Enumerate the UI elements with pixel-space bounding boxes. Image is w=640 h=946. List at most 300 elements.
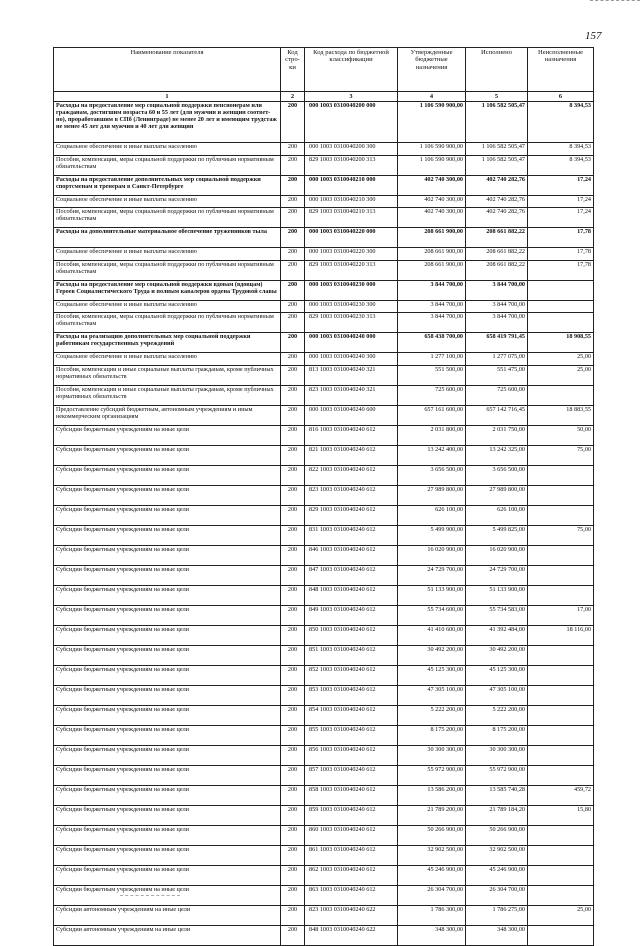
page-number: 157 (585, 30, 602, 42)
row-expense-code-cell: 848 1003 0310040240 622 (305, 925, 398, 945)
row-approved-cell: 45 246 900,00 (398, 865, 466, 885)
column-number: 3 (305, 92, 398, 102)
row-approved-cell: 26 304 700,00 (398, 885, 466, 905)
row-name-cell: Субсидии автономным учреждениям на иные цели (54, 905, 281, 925)
row-executed-cell: 32 902 500,00 (466, 845, 528, 865)
row-expense-code-cell: 850 1003 0310040240 612 (305, 625, 398, 645)
row-line-code-cell: 200 (281, 845, 305, 865)
row-name-cell: Субсидии бюджетным учреждениям на иные цели (54, 885, 281, 905)
row-executed-cell: 3 656 500,00 (466, 465, 528, 485)
row-line-code-cell: 200 (281, 485, 305, 505)
row-unexecuted-cell (528, 505, 594, 525)
row-unexecuted-cell (528, 765, 594, 785)
row-approved-cell: 47 305 100,00 (398, 685, 466, 705)
row-executed-cell: 55 734 583,00 (466, 605, 528, 625)
table-row (54, 565, 594, 585)
row-name-cell: Субсидии бюджетным учреждениям на иные цели (54, 585, 281, 605)
row-approved-cell: 27 989 800,00 (398, 485, 466, 505)
table-row (54, 625, 594, 645)
column-number: 4 (398, 92, 466, 102)
row-unexecuted-cell (528, 745, 594, 765)
row-line-code-cell: 200 (281, 685, 305, 705)
row-executed-cell: 5 222 200,00 (466, 705, 528, 725)
row-name-cell: Социальное обеспечение и иные выплаты населению (54, 353, 281, 366)
row-executed-cell: 13 585 740,28 (466, 785, 528, 805)
row-expense-code-cell: 000 1003 0310040240 600 (305, 405, 398, 425)
table-row (54, 785, 594, 805)
row-line-code-cell: 200 (281, 905, 305, 925)
row-expense-code-cell: 000 1003 0310040230 000 (305, 280, 398, 300)
row-unexecuted-cell: 25,00 (528, 365, 594, 385)
row-expense-code-cell: 813 1003 0310040240 321 (305, 365, 398, 385)
row-approved-cell: 16 020 900,00 (398, 545, 466, 565)
row-line-code-cell: 200 (281, 248, 305, 261)
table-row (54, 405, 594, 425)
row-executed-cell: 30 492 200,00 (466, 645, 528, 665)
row-executed-cell: 5 499 825,00 (466, 525, 528, 545)
row-line-code-cell: 200 (281, 465, 305, 485)
row-executed-cell: 51 133 900,00 (466, 585, 528, 605)
row-name-cell: Субсидии бюджетным учреждениям на иные цели (54, 745, 281, 765)
row-approved-cell: 725 600,00 (398, 385, 466, 405)
row-unexecuted-cell: 459,72 (528, 785, 594, 805)
row-unexecuted-cell (528, 585, 594, 605)
row-line-code-cell: 200 (281, 365, 305, 385)
table-row (54, 605, 594, 625)
table-row (54, 745, 594, 765)
row-expense-code-cell: 858 1003 0310040240 612 (305, 785, 398, 805)
table-row (54, 485, 594, 505)
row-approved-cell: 8 175 200,00 (398, 725, 466, 745)
row-unexecuted-cell (528, 865, 594, 885)
row-unexecuted-cell: 17,78 (528, 248, 594, 261)
row-executed-cell: 45 125 300,00 (466, 665, 528, 685)
row-expense-code-cell: 829 1003 0310040200 313 (305, 155, 398, 175)
row-executed-cell: 208 661 882,22 (466, 228, 528, 248)
row-approved-cell: 208 661 900,00 (398, 260, 466, 280)
row-unexecuted-cell (528, 665, 594, 685)
row-unexecuted-cell: 17,78 (528, 228, 594, 248)
row-name-cell: Субсидии бюджетным учреждениям на иные цели (54, 525, 281, 545)
row-approved-cell: 3 844 700,00 (398, 280, 466, 300)
row-line-code-cell: 200 (281, 102, 305, 143)
row-unexecuted-cell: 17,78 (528, 260, 594, 280)
row-name-cell: Пособия, компенсации, меры социальной поддержки по публичным нормативным обязательствам (54, 208, 281, 228)
row-executed-cell: 402 740 282,76 (466, 175, 528, 195)
table-row (54, 175, 594, 195)
header-name: Наименование показателя (54, 48, 281, 92)
row-unexecuted-cell (528, 545, 594, 565)
table-body (54, 102, 594, 946)
row-executed-cell: 402 740 282,76 (466, 195, 528, 208)
table-row (54, 445, 594, 465)
row-approved-cell: 41 410 600,00 (398, 625, 466, 645)
row-line-code-cell: 200 (281, 605, 305, 625)
row-approved-cell: 3 844 700,00 (398, 313, 466, 333)
row-expense-code-cell: 829 1003 0310040240 612 (305, 505, 398, 525)
row-executed-cell: 1 106 582 505,47 (466, 102, 528, 143)
row-unexecuted-cell (528, 280, 594, 300)
row-approved-cell: 45 125 300,00 (398, 665, 466, 685)
row-expense-code-cell: 851 1003 0310040240 612 (305, 645, 398, 665)
row-approved-cell: 1 106 590 900,00 (398, 143, 466, 156)
row-line-code-cell: 200 (281, 260, 305, 280)
row-expense-code-cell: 856 1003 0310040240 612 (305, 745, 398, 765)
row-unexecuted-cell: 8 394,53 (528, 143, 594, 156)
row-name-cell: Субсидии бюджетным учреждениям на иные цели (54, 725, 281, 745)
row-expense-code-cell: 000 1003 0310040200 000 (305, 102, 398, 143)
row-unexecuted-cell: 8 394,53 (528, 102, 594, 143)
row-name-cell: Расходы на предоставление дополнительных мер социальной поддержки спортсменам и тренерам в Санкт-Петербурге (54, 175, 281, 195)
row-unexecuted-cell (528, 925, 594, 945)
row-executed-cell: 27 989 800,00 (466, 485, 528, 505)
row-executed-cell: 1 106 582 505,47 (466, 155, 528, 175)
row-expense-code-cell: 000 1003 0310040210 000 (305, 175, 398, 195)
row-line-code-cell: 200 (281, 280, 305, 300)
header-approved: Утвержденные бюджетные назначения (398, 48, 466, 92)
row-line-code-cell: 200 (281, 333, 305, 353)
row-name-cell: Пособия, компенсации и иные социальные выплаты гражданам, кроме публичных нормативных обязательств (54, 385, 281, 405)
row-approved-cell: 3 844 700,00 (398, 300, 466, 313)
row-line-code-cell: 200 (281, 313, 305, 333)
row-name-cell: Субсидии бюджетным учреждениям на иные цели (54, 505, 281, 525)
row-executed-cell: 208 661 882,22 (466, 260, 528, 280)
row-approved-cell: 208 661 900,00 (398, 248, 466, 261)
row-name-cell: Расходы на предоставление мер социальной поддержки вдовам (вдовцам) Героев Социалистического Труда и полным кавалеров ордена Трудовой славы (54, 280, 281, 300)
table-row (54, 705, 594, 725)
row-name-cell: Пособия, компенсации, меры социальной поддержки по публичным нормативным обязательствам (54, 260, 281, 280)
header-executed: Исполнено (466, 48, 528, 92)
row-executed-cell: 21 789 184,20 (466, 805, 528, 825)
row-approved-cell: 13 242 400,00 (398, 445, 466, 465)
row-unexecuted-cell (528, 485, 594, 505)
table-row (54, 102, 594, 143)
row-expense-code-cell: 863 1003 0310040240 612 (305, 885, 398, 905)
table-row (54, 725, 594, 745)
row-name-cell: Социальное обеспечение и иные выплаты населению (54, 300, 281, 313)
row-expense-code-cell: 859 1003 0310040240 612 (305, 805, 398, 825)
row-unexecuted-cell: 15,80 (528, 805, 594, 825)
table-row (54, 865, 594, 885)
row-name-cell: Социальное обеспечение и иные выплаты населению (54, 195, 281, 208)
row-approved-cell: 1 277 100,00 (398, 353, 466, 366)
table-row (54, 385, 594, 405)
row-name-cell: Субсидии бюджетным учреждениям на иные цели (54, 425, 281, 445)
table-row (54, 805, 594, 825)
row-expense-code-cell: 823 1003 0310040240 622 (305, 905, 398, 925)
row-line-code-cell: 200 (281, 545, 305, 565)
row-line-code-cell: 200 (281, 805, 305, 825)
row-unexecuted-cell (528, 825, 594, 845)
row-name-cell: Субсидии бюджетным учреждениям на иные цели (54, 625, 281, 645)
table-row (54, 845, 594, 865)
row-line-code-cell: 200 (281, 155, 305, 175)
row-approved-cell: 13 586 200,00 (398, 785, 466, 805)
table-row (54, 260, 594, 280)
row-expense-code-cell: 855 1003 0310040240 612 (305, 725, 398, 745)
row-expense-code-cell: 821 1003 0310040240 612 (305, 445, 398, 465)
row-unexecuted-cell (528, 465, 594, 485)
row-line-code-cell: 200 (281, 208, 305, 228)
row-unexecuted-cell: 25,00 (528, 353, 594, 366)
row-unexecuted-cell: 17,24 (528, 175, 594, 195)
row-name-cell: Расходы на реализацию дополнительных мер социальной поддержки работникам государственных учреждений (54, 333, 281, 353)
row-name-cell: Субсидии бюджетным учреждениям на иные цели (54, 645, 281, 665)
row-approved-cell: 1 786 300,00 (398, 905, 466, 925)
row-expense-code-cell: 829 1003 0310040230 313 (305, 313, 398, 333)
row-approved-cell: 402 740 300,00 (398, 175, 466, 195)
row-approved-cell: 402 740 300,00 (398, 208, 466, 228)
row-line-code-cell: 200 (281, 865, 305, 885)
row-expense-code-cell: 831 1003 0310040240 612 (305, 525, 398, 545)
row-unexecuted-cell: 25,00 (528, 905, 594, 925)
row-executed-cell: 41 392 484,00 (466, 625, 528, 645)
row-approved-cell: 402 740 300,00 (398, 195, 466, 208)
row-line-code-cell: 200 (281, 405, 305, 425)
row-line-code-cell: 200 (281, 228, 305, 248)
row-expense-code-cell: 861 1003 0310040240 612 (305, 845, 398, 865)
row-unexecuted-cell: 50,00 (528, 425, 594, 445)
budget-execution-table (53, 47, 594, 946)
row-expense-code-cell: 829 1003 0310040210 313 (305, 208, 398, 228)
row-expense-code-cell: 822 1003 0310040240 612 (305, 465, 398, 485)
row-name-cell: Субсидии автономным учреждениям на иные цели (54, 925, 281, 945)
row-name-cell: Социальное обеспечение и иные выплаты населению (54, 248, 281, 261)
row-name-cell: Субсидии бюджетным учреждениям на иные цели (54, 465, 281, 485)
row-name-cell: Расходы на дополнительные материальное обеспечение труженников тыла (54, 228, 281, 248)
row-expense-code-cell: 857 1003 0310040240 612 (305, 765, 398, 785)
row-line-code-cell: 200 (281, 353, 305, 366)
row-unexecuted-cell (528, 313, 594, 333)
row-approved-cell: 21 789 200,00 (398, 805, 466, 825)
row-approved-cell: 50 266 900,00 (398, 825, 466, 845)
row-line-code-cell: 200 (281, 625, 305, 645)
table-row (54, 905, 594, 925)
row-executed-cell: 657 142 716,45 (466, 405, 528, 425)
row-name-cell: Субсидии бюджетным учреждениям на иные цели (54, 705, 281, 725)
row-unexecuted-cell: 8 394,53 (528, 155, 594, 175)
row-approved-cell: 626 100,00 (398, 505, 466, 525)
row-expense-code-cell: 000 1003 0310040240 300 (305, 353, 398, 366)
row-expense-code-cell: 000 1003 0310040220 300 (305, 248, 398, 261)
row-approved-cell: 657 161 600,00 (398, 405, 466, 425)
row-line-code-cell: 200 (281, 925, 305, 945)
row-approved-cell: 30 492 200,00 (398, 645, 466, 665)
column-number: 2 (281, 92, 305, 102)
table-row (54, 333, 594, 353)
row-expense-code-cell: 854 1003 0310040240 612 (305, 705, 398, 725)
row-unexecuted-cell (528, 645, 594, 665)
row-executed-cell: 2 031 750,00 (466, 425, 528, 445)
row-line-code-cell: 200 (281, 505, 305, 525)
row-name-cell: Субсидии бюджетным учреждениям на иные цели (54, 605, 281, 625)
row-name-cell: Субсидии бюджетным учреждениям на иные цели (54, 685, 281, 705)
row-executed-cell: 30 300 300,00 (466, 745, 528, 765)
row-unexecuted-cell: 75,00 (528, 525, 594, 545)
row-executed-cell: 55 972 900,00 (466, 765, 528, 785)
row-executed-cell: 3 844 700,00 (466, 300, 528, 313)
row-line-code-cell: 200 (281, 745, 305, 765)
row-executed-cell: 24 729 700,00 (466, 565, 528, 585)
row-unexecuted-cell (528, 385, 594, 405)
header-line-code: Код стро-ки (281, 48, 305, 92)
row-line-code-cell: 200 (281, 645, 305, 665)
row-approved-cell: 348 300,00 (398, 925, 466, 945)
row-executed-cell: 8 175 200,00 (466, 725, 528, 745)
row-expense-code-cell: 860 1003 0310040240 612 (305, 825, 398, 845)
table-row (54, 685, 594, 705)
table-row (54, 365, 594, 385)
row-approved-cell: 551 500,00 (398, 365, 466, 385)
row-approved-cell: 658 438 700,00 (398, 333, 466, 353)
row-name-cell: Пособия, компенсации, меры социальной поддержки по публичным нормативным обязательствам (54, 155, 281, 175)
row-unexecuted-cell: 17,00 (528, 605, 594, 625)
row-line-code-cell: 200 (281, 143, 305, 156)
row-approved-cell: 24 729 700,00 (398, 565, 466, 585)
table-row (54, 505, 594, 525)
row-line-code-cell: 200 (281, 665, 305, 685)
row-executed-cell: 658 419 791,45 (466, 333, 528, 353)
row-executed-cell: 16 020 900,00 (466, 545, 528, 565)
row-expense-code-cell: 847 1003 0310040240 612 (305, 565, 398, 585)
row-line-code-cell: 200 (281, 300, 305, 313)
table-row (54, 300, 594, 313)
table-row (54, 248, 594, 261)
row-unexecuted-cell (528, 685, 594, 705)
row-expense-code-cell: 823 1003 0310040240 612 (305, 485, 398, 505)
row-executed-cell: 1 786 275,00 (466, 905, 528, 925)
row-executed-cell: 13 242 325,00 (466, 445, 528, 465)
row-name-cell: Субсидии бюджетным учреждениям на иные цели (54, 805, 281, 825)
row-name-cell: Субсидии бюджетным учреждениям на иные цели (54, 665, 281, 685)
row-expense-code-cell: 848 1003 0310040240 612 (305, 585, 398, 605)
table-row (54, 195, 594, 208)
table-row (54, 228, 594, 248)
table-row (54, 208, 594, 228)
row-expense-code-cell: 829 1003 0310040220 313 (305, 260, 398, 280)
row-expense-code-cell: 862 1003 0310040240 612 (305, 865, 398, 885)
row-executed-cell: 626 100,00 (466, 505, 528, 525)
row-name-cell: Предоставление субсидий бюджетным, автономным учреждениям и иным некоммерческим организациям (54, 405, 281, 425)
row-line-code-cell: 200 (281, 425, 305, 445)
table-row (54, 545, 594, 565)
row-expense-code-cell: 000 1003 0310040200 300 (305, 143, 398, 156)
table-row (54, 665, 594, 685)
table-row (54, 465, 594, 485)
row-approved-cell: 51 133 900,00 (398, 585, 466, 605)
table-row (54, 645, 594, 665)
row-approved-cell: 5 222 200,00 (398, 705, 466, 725)
row-approved-cell: 30 300 300,00 (398, 745, 466, 765)
row-unexecuted-cell: 17,24 (528, 195, 594, 208)
page-fold-mark (590, 0, 640, 3)
row-approved-cell: 32 902 500,00 (398, 845, 466, 865)
row-line-code-cell: 200 (281, 385, 305, 405)
table-row (54, 925, 594, 945)
column-number-row (54, 92, 594, 102)
row-name-cell: Субсидии бюджетным учреждениям на иные цели (54, 565, 281, 585)
row-line-code-cell: 200 (281, 785, 305, 805)
row-name-cell: Субсидии бюджетным учреждениям на иные цели (54, 865, 281, 885)
row-line-code-cell: 200 (281, 765, 305, 785)
row-line-code-cell: 200 (281, 705, 305, 725)
row-unexecuted-cell (528, 705, 594, 725)
row-line-code-cell: 200 (281, 525, 305, 545)
row-unexecuted-cell: 18 116,00 (528, 625, 594, 645)
row-expense-code-cell: 000 1003 0310040210 300 (305, 195, 398, 208)
row-name-cell: Пособия, компенсации, меры социальной поддержки по публичным нормативным обязательствам (54, 313, 281, 333)
row-executed-cell: 725 600,00 (466, 385, 528, 405)
row-unexecuted-cell (528, 300, 594, 313)
row-expense-code-cell: 823 1003 0310040240 321 (305, 385, 398, 405)
row-executed-cell: 26 304 700,00 (466, 885, 528, 905)
row-name-cell: Субсидии бюджетным учреждениям на иные цели (54, 785, 281, 805)
row-approved-cell: 1 106 590 900,00 (398, 155, 466, 175)
row-line-code-cell: 200 (281, 825, 305, 845)
row-name-cell: Субсидии бюджетным учреждениям на иные цели (54, 845, 281, 865)
row-line-code-cell: 200 (281, 445, 305, 465)
row-name-cell: Субсидии бюджетным учреждениям на иные цели (54, 485, 281, 505)
table-row (54, 143, 594, 156)
row-expense-code-cell: 000 1003 0310040230 300 (305, 300, 398, 313)
table-row (54, 825, 594, 845)
row-line-code-cell: 200 (281, 175, 305, 195)
row-approved-cell: 1 106 590 900,00 (398, 102, 466, 143)
column-number: 6 (528, 92, 594, 102)
row-executed-cell: 50 266 900,00 (466, 825, 528, 845)
row-approved-cell: 55 972 900,00 (398, 765, 466, 785)
row-unexecuted-cell (528, 885, 594, 905)
row-unexecuted-cell (528, 845, 594, 865)
table-row (54, 585, 594, 605)
row-line-code-cell: 200 (281, 195, 305, 208)
row-expense-code-cell: 849 1003 0310040240 612 (305, 605, 398, 625)
row-line-code-cell: 200 (281, 885, 305, 905)
row-executed-cell: 348 300,00 (466, 925, 528, 945)
row-expense-code-cell: 852 1003 0310040240 612 (305, 665, 398, 685)
table-row (54, 313, 594, 333)
row-unexecuted-cell: 75,00 (528, 445, 594, 465)
row-expense-code-cell: 846 1003 0310040240 612 (305, 545, 398, 565)
row-expense-code-cell: 853 1003 0310040240 612 (305, 685, 398, 705)
table-row (54, 353, 594, 366)
row-unexecuted-cell: 18 908,55 (528, 333, 594, 353)
row-expense-code-cell: 816 1003 0310040240 612 (305, 425, 398, 445)
row-unexecuted-cell (528, 565, 594, 585)
row-line-code-cell: 200 (281, 565, 305, 585)
row-executed-cell: 1 277 075,00 (466, 353, 528, 366)
row-name-cell: Расходы на предоставление мер социальной поддержки пенсионерам или гражданам, достигшим возраста 60 и 55 лет (для мужчин и женщин соответ-но), проработавшим в СПб (Ленинграде) не менее 20 лет и имеющим трудстаж не менее 45 лет для мужчин и 40 лет для женщин (54, 102, 281, 143)
row-executed-cell: 3 844 700,00 (466, 280, 528, 300)
row-executed-cell: 208 661 882,22 (466, 248, 528, 261)
table-row (54, 765, 594, 785)
row-executed-cell: 402 740 282,76 (466, 208, 528, 228)
row-name-cell: Субсидии бюджетным учреждениям на иные цели (54, 825, 281, 845)
footer-mark (120, 895, 180, 896)
header-unexecuted: Неисполненные назначения (528, 48, 594, 92)
row-approved-cell: 5 499 900,00 (398, 525, 466, 545)
row-unexecuted-cell: 18 883,55 (528, 405, 594, 425)
row-approved-cell: 3 656 500,00 (398, 465, 466, 485)
column-number: 1 (54, 92, 281, 102)
row-executed-cell: 3 844 700,00 (466, 313, 528, 333)
row-executed-cell: 47 305 100,00 (466, 685, 528, 705)
column-number: 5 (466, 92, 528, 102)
table-row (54, 280, 594, 300)
row-approved-cell: 2 031 800,00 (398, 425, 466, 445)
table-header-row (54, 48, 594, 92)
row-line-code-cell: 200 (281, 585, 305, 605)
